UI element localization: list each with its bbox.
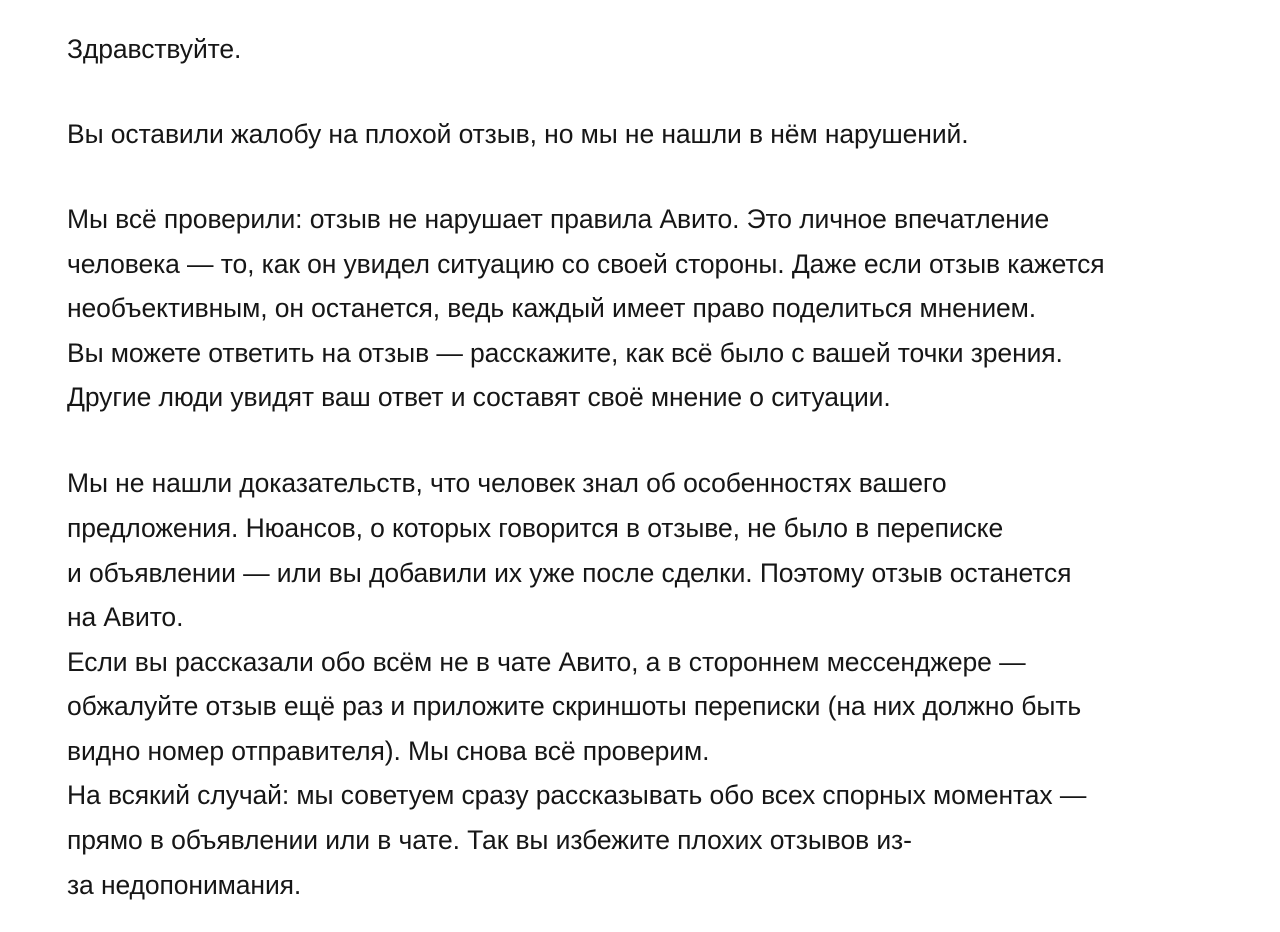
paragraph-2-line: На всякий случай: мы советуем сразу рассказывать обо всех спорных моментах — — [67, 780, 1087, 810]
paragraph-2-line: прямо в объявлении или в чате. Так вы избежите плохих отзывов из- — [67, 825, 912, 855]
paragraph-2-line: Если вы рассказали обо всём не в чате Авито, а в стороннем мессенджере — — [67, 647, 1026, 677]
paragraph-1-line: Другие люди увидят ваш ответ и составят своё мнение о ситуации. — [67, 382, 891, 412]
paragraph-2-line: Мы не нашли доказательств, что человек знал об особенностях вашего — [67, 468, 947, 498]
paragraph-1-line: Мы всё проверили: отзыв не нарушает правила Авито. Это личное впечатление — [67, 204, 1050, 234]
paragraph-1-line: человека — то, как он увидел ситуацию со своей стороны. Даже если отзыв кажется — [67, 249, 1105, 279]
greeting: Здравствуйте. — [67, 34, 242, 64]
paragraph-1-line: Вы можете ответить на отзыв — расскажите, как всё было с вашей точки зрения. — [67, 338, 1063, 368]
paragraph-2-line: и объявлении — или вы добавили их уже после сделки. Поэтому отзыв останется — [67, 558, 1072, 588]
paragraph-1-line: необъективным, он останется, ведь каждый имеет право поделиться мнением. — [67, 293, 1037, 323]
paragraph-2-line: обжалуйте отзыв ещё раз и приложите скриншоты переписки (на них должно быть — [67, 691, 1082, 721]
intro-line: Вы оставили жалобу на плохой отзыв, но мы не нашли в нём нарушений. — [67, 119, 969, 149]
paragraph-2-line: видно номер отправителя). Мы снова всё проверим. — [67, 736, 710, 766]
paragraph-2-line: на Авито. — [67, 602, 184, 632]
paragraph-2-line: предложения. Нюансов, о которых говорится в отзыве, не было в переписке — [67, 513, 1004, 543]
paragraph-2-line: за недопонимания. — [67, 870, 302, 900]
